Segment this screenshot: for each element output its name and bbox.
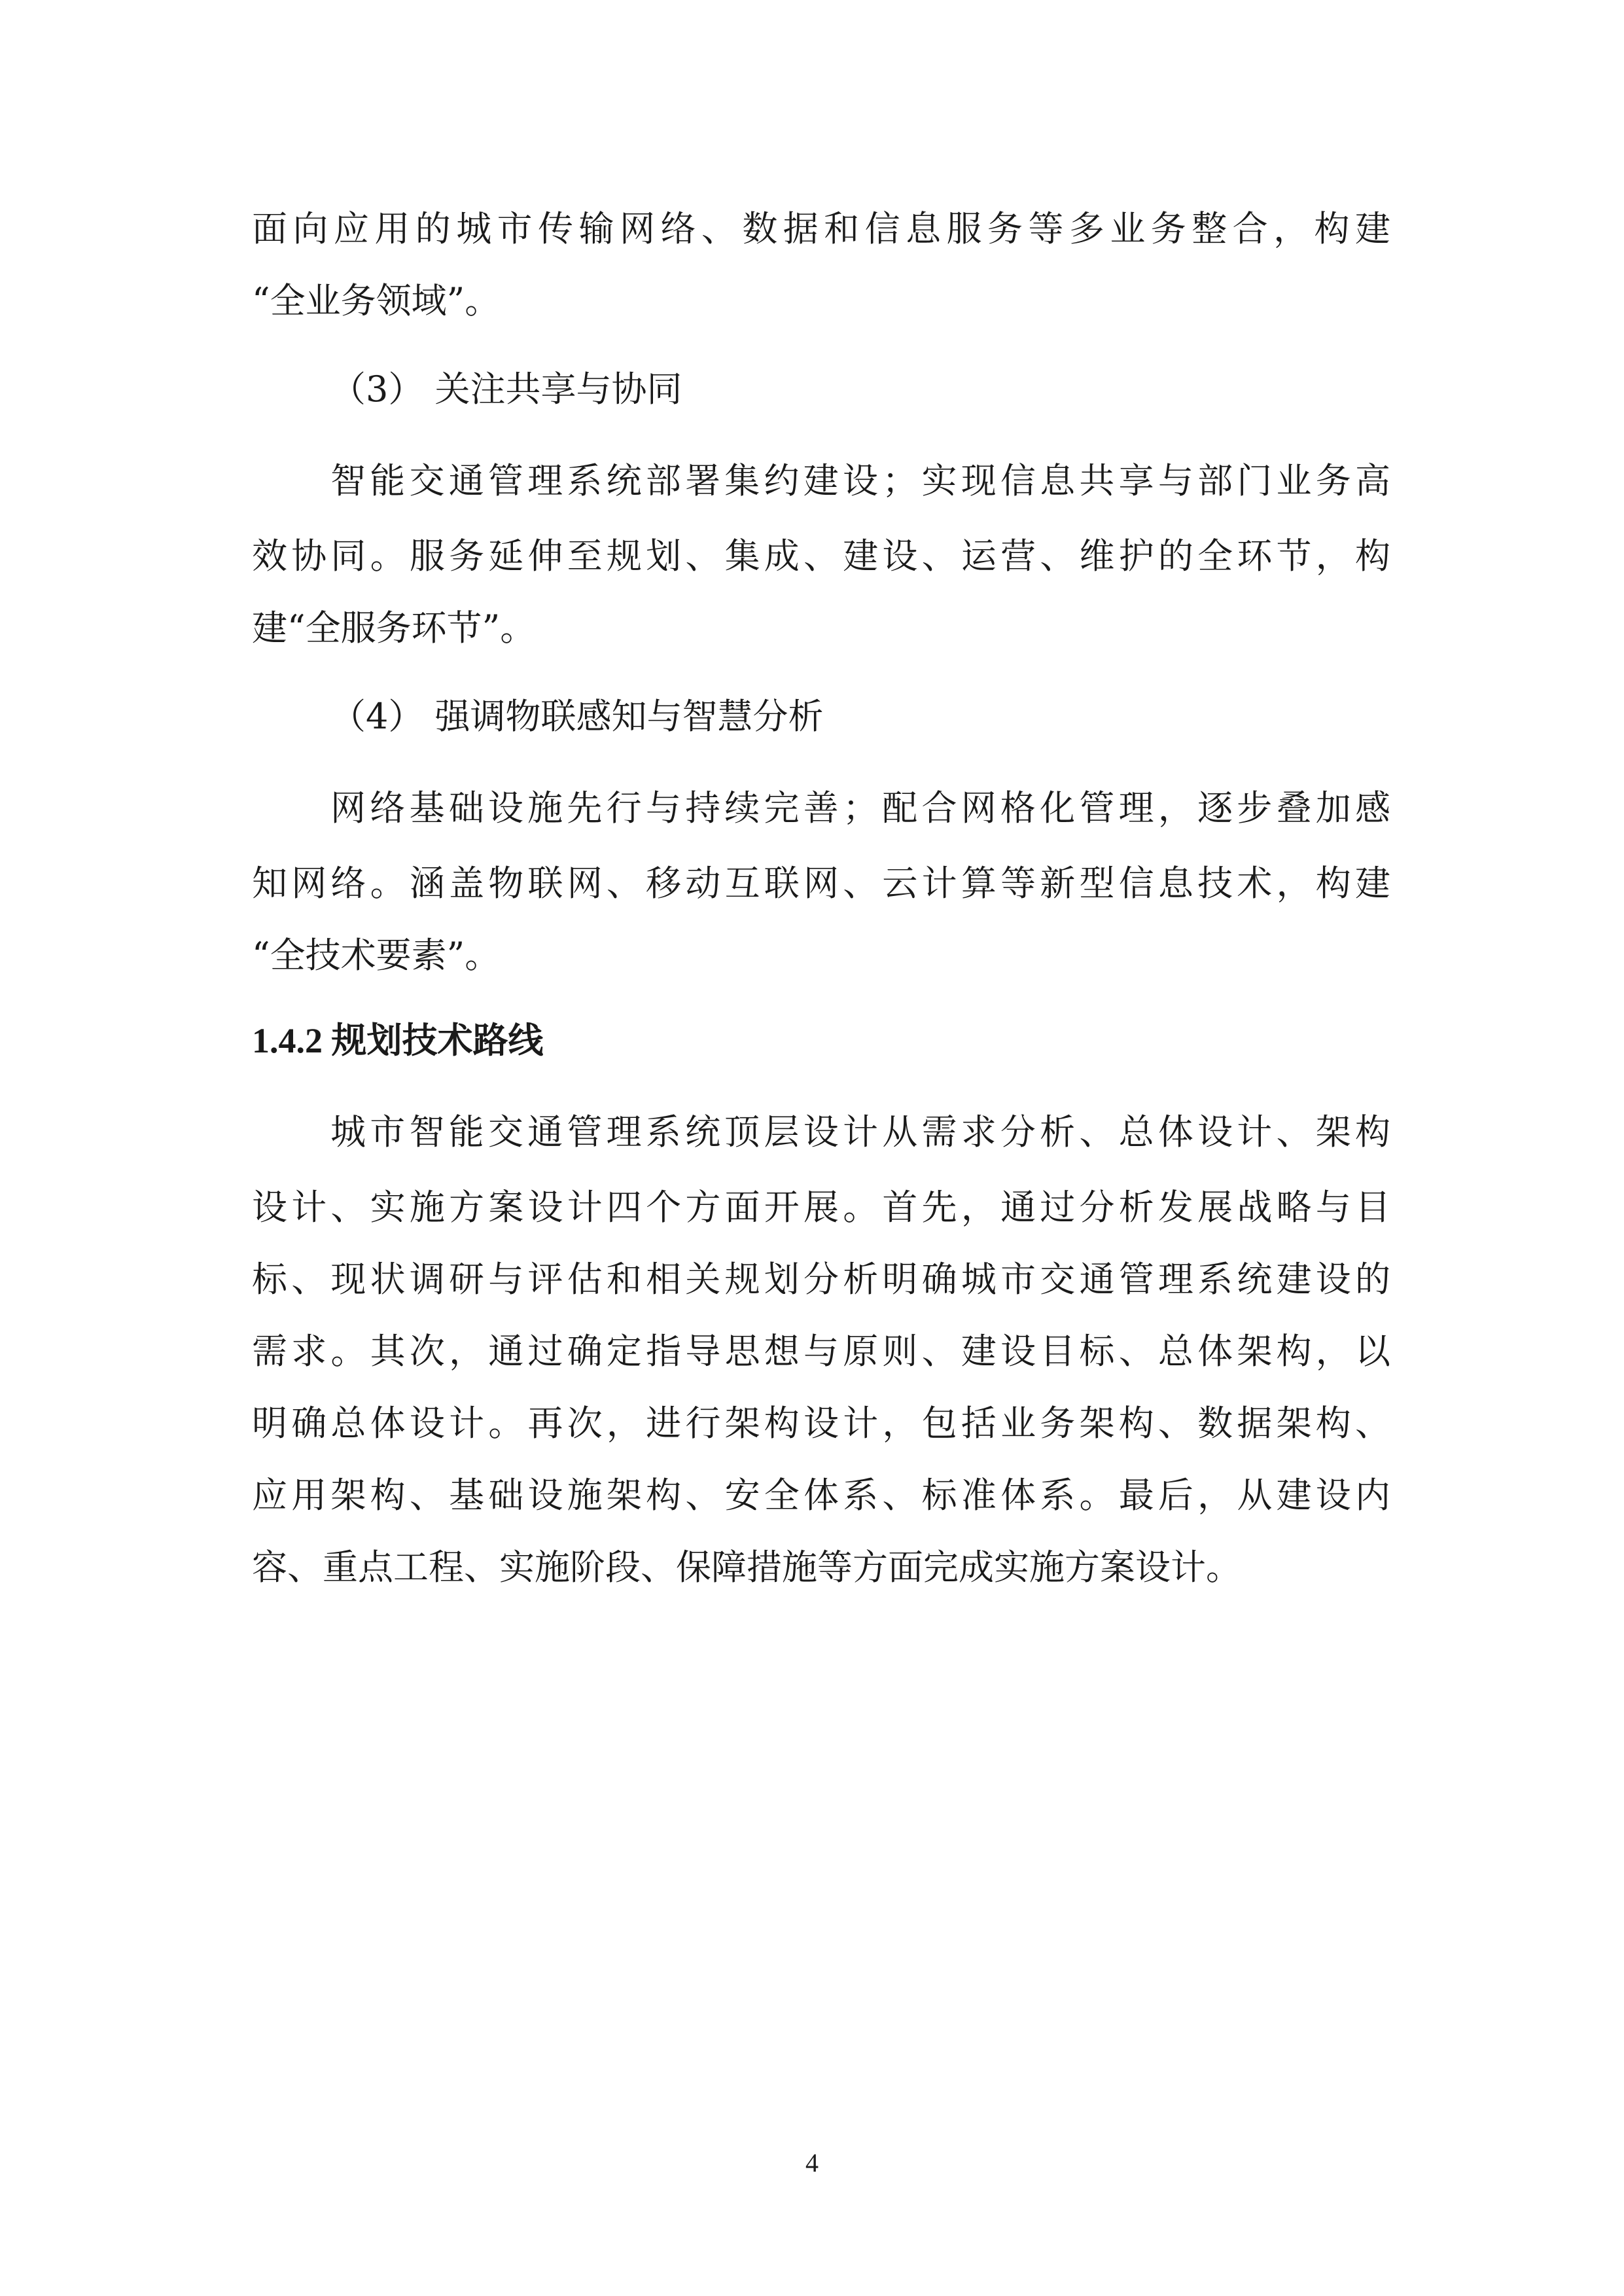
- paragraph-line: 建“全服务环节”。: [252, 607, 536, 649]
- paragraph-line: 网络基础设施先行与持续完善；配合网格化管理，逐步叠加感: [330, 787, 1390, 829]
- paragraph-line: 容、重点工程、实施阶段、保障措施等方面完成实施方案设计。: [252, 1547, 1241, 1588]
- subheading: （3） 关注共享与协同: [330, 368, 682, 410]
- paragraph-line: 智能交通管理系统部署集约建设；实现信息共享与部门业务高: [330, 460, 1390, 501]
- paragraph-line: 明确总体设计。再次，进行架构设计，包括业务架构、数据架构、: [252, 1403, 1390, 1444]
- subheading: （4） 强调物联感知与智慧分析: [330, 696, 824, 737]
- paragraph-line: 效协同。服务延伸至规划、集成、建设、运营、维护的全环节，构: [252, 535, 1390, 577]
- section-heading: 1.4.2 规划技术路线: [252, 1021, 544, 1060]
- paragraph-line: 需求。其次，通过确定指导思想与原则、建设目标、总体架构，以: [252, 1331, 1390, 1372]
- paragraph-line: “全技术要素”。: [252, 935, 501, 976]
- paragraph-line: 面向应用的城市传输网络、数据和信息服务等多业务整合，构建: [252, 208, 1390, 249]
- paragraph-line: 应用架构、基础设施架构、安全体系、标准体系。最后，从建设内: [252, 1475, 1390, 1516]
- paragraph-line: 标、现状调研与评估和相关规划分析明确城市交通管理系统建设的: [252, 1259, 1390, 1300]
- paragraph-line: 城市智能交通管理系统顶层设计从需求分析、总体设计、架构: [330, 1111, 1390, 1153]
- paragraph-line: 知网络。涵盖物联网、移动互联网、云计算等新型信息技术，构建: [252, 863, 1390, 904]
- paragraph-line: 设计、实施方案设计四个方面开展。首先，通过分析发展战略与目: [252, 1187, 1390, 1228]
- paragraph-line: “全业务领域”。: [252, 280, 501, 321]
- page-number: 4: [805, 2148, 819, 2178]
